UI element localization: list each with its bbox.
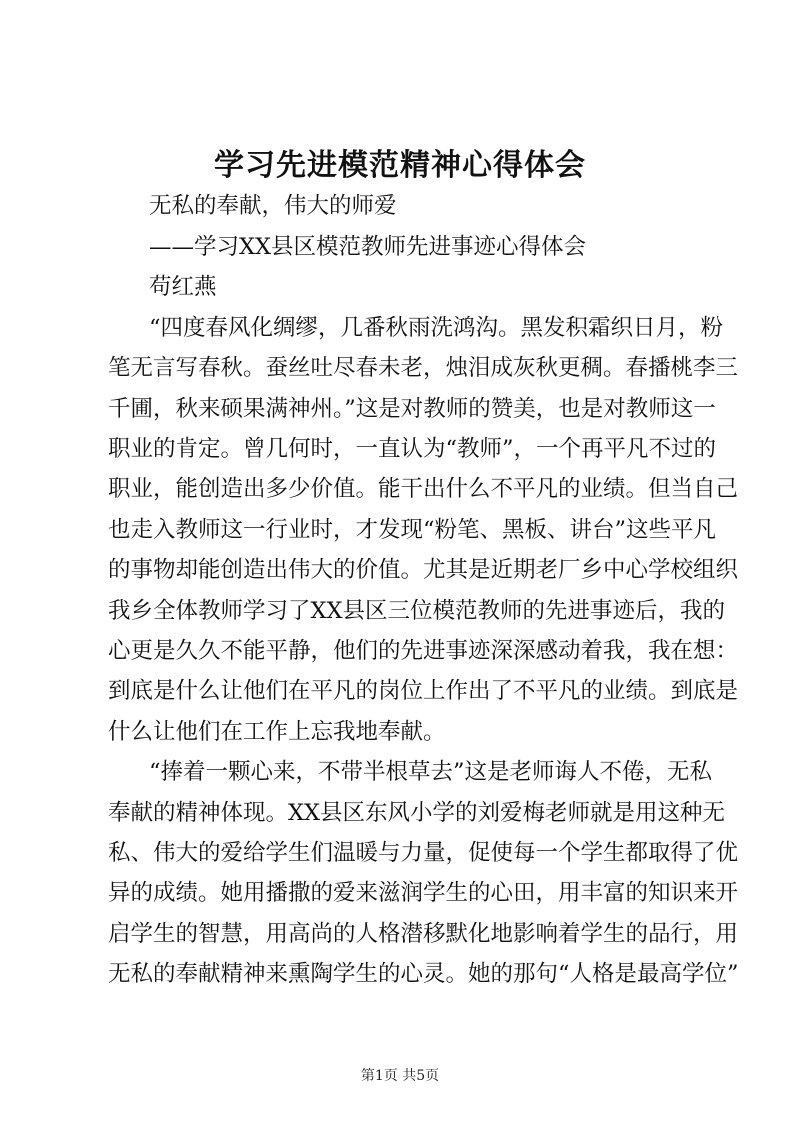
body-line: 千圃，秋来硕果满神州。”这是对教师的赞美，也是对教师这一 <box>108 396 716 422</box>
page-footer: 第1页 共5页 <box>360 1068 440 1084</box>
body-line: 到底是什么让他们在平凡的岗位上作出了不平凡的业绩。到底是 <box>108 678 739 704</box>
body-line: 职业，能创造出多少价值。能干出什么不平凡的业绩。但当自己 <box>108 476 739 502</box>
page-title: 学习先进模范精神心得体会 <box>214 148 586 183</box>
body-line: 笔无言写春秋。蚕丝吐尽春未老，烛泪成灰秋更稠。春播桃李三 <box>108 355 739 381</box>
body-line: 奉献的精神体现。XX县区东风小学的刘爱梅老师就是用这种无 <box>108 800 726 826</box>
body-line: 什么让他们在工作上忘我地奉献。 <box>108 719 446 745</box>
body-line: 职业的肯定。曾几何时，一直认为“教师”，一个再平凡不过的 <box>108 436 717 462</box>
body-line: 心更是久久不能平静，他们的先进事迹深深感动着我，我在想： <box>108 638 739 664</box>
body-line: 也走入教师这一行业时，才发现“粉笔、黑板、讲台”这些平凡 <box>108 517 717 543</box>
body-line: 启学生的智慧，用高尚的人格潜移默化地影响着学生的品行，用 <box>108 921 739 947</box>
body-line: 我乡全体教师学习了XX县区三位模范教师的先进事迹后，我的 <box>108 598 726 624</box>
author-name: 苟红燕 <box>149 274 217 300</box>
subtitle: 无私的奉献，伟大的师爱 <box>149 193 397 219</box>
body-line: 异的成绩。她用播撒的爱来滋润学生的心田，用丰富的知识来开 <box>108 880 739 906</box>
body-line: “四度春风化绸缪，几番秋雨洗鸿沟。黑发积霜织日月，粉 <box>149 315 724 341</box>
body-line: 的事物却能创造出伟大的价值。尤其是近期老厂乡中心学校组织 <box>108 557 739 583</box>
subheading: ——学习XX县区模范教师先进事迹心得体会 <box>149 234 587 260</box>
body-line: 私、伟大的爱给学生们温暖与力量，促使每一个学生都取得了优 <box>108 840 739 866</box>
body-line: “捧着一颗心来，不带半根草去”这是老师诲人不倦，无私 <box>149 759 713 785</box>
body-line: 无私的奉献精神来熏陶学生的心灵。她的那句“人格是最高学位” <box>108 961 739 987</box>
